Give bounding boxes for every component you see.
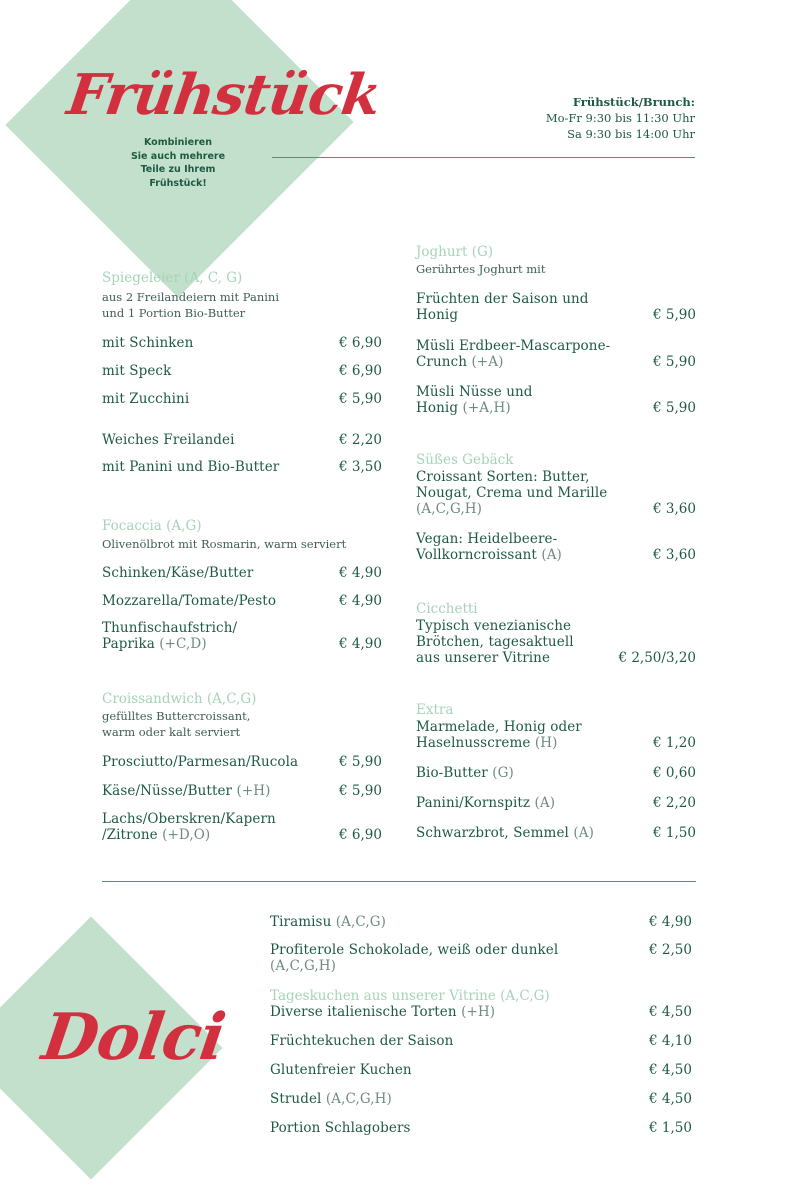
item-price: € 5,90	[339, 391, 382, 407]
menu-item	[416, 291, 696, 323]
menu-item	[102, 363, 382, 379]
item-name-line: Schwarzbrot, Semmel	[416, 825, 569, 841]
section-desc: Olivenölbrot mit Rosmarin, warm serviert	[102, 537, 347, 551]
allergen-codes: (A,C,G)	[335, 914, 386, 930]
item-price: € 5,90	[653, 307, 696, 323]
item-name-line: Crunch	[416, 354, 468, 370]
item-price: € 4,10	[649, 1033, 692, 1049]
item-name	[102, 783, 271, 799]
item-name-line: Früchten der Saison und	[416, 291, 589, 307]
item-name-line: aus unserer Vitrine	[416, 650, 551, 666]
item-name-line: Käse/Nüsse/Butter	[102, 783, 233, 799]
menu-item	[416, 825, 696, 841]
item-name	[416, 719, 582, 751]
item-name-line: Haselnusscreme	[416, 735, 531, 751]
item-name: Prosciutto/Parmesan/Rucola	[102, 754, 299, 770]
allergen-codes: (H)	[534, 735, 558, 751]
item-name: Mozzarella/Tomate/Pesto	[102, 593, 277, 609]
item-name-line: Bio-Butter	[416, 765, 488, 781]
menu-item	[270, 1062, 692, 1078]
menu-column-right	[416, 244, 696, 841]
section-title-gebaeck: Süßes Gebäck	[416, 452, 514, 468]
item-price: € 4,90	[339, 593, 382, 609]
item-price: € 1,20	[653, 735, 696, 751]
item-name: mit Speck	[102, 363, 172, 379]
dolci-title: Dolci	[37, 1000, 230, 1075]
allergen-codes: (A,C,G,H)	[325, 1091, 392, 1107]
section-desc: gefülltes Buttercroissant,	[102, 709, 251, 723]
item-price: € 4,50	[649, 1062, 692, 1078]
section-desc: Gerührtes Joghurt mit	[416, 262, 546, 276]
opening-hours-title: Frühstück/Brunch:	[572, 95, 695, 109]
item-name-line: Nougat, Crema und Marille	[416, 485, 608, 501]
item-price: € 2,20	[653, 795, 696, 811]
item-name-line: Honig	[416, 400, 459, 416]
section-title-joghurt: Joghurt (G)	[416, 244, 494, 260]
item-name-line: Panini/Kornspitz	[416, 795, 531, 811]
tagline	[118, 136, 238, 190]
item-price: € 2,20	[339, 432, 382, 448]
menu-item	[102, 335, 382, 351]
menu-item	[270, 942, 692, 974]
menu-item	[102, 811, 382, 843]
menu-item	[102, 754, 382, 770]
menu-item	[270, 1091, 692, 1107]
item-name	[416, 795, 555, 811]
allergen-codes: (+A)	[471, 354, 504, 370]
menu-item	[416, 719, 696, 751]
menu-item	[270, 1004, 692, 1020]
menu-item	[102, 593, 382, 609]
allergen-codes: (+A,H)	[462, 400, 511, 416]
item-name-line: Profiterole Schokolade, weiß oder dunkel	[270, 942, 559, 958]
item-name-line: Vegan: Heidelbeere-	[416, 531, 558, 547]
item-name	[270, 1004, 495, 1020]
tagline-line: Kombinieren	[143, 137, 213, 148]
opening-hours-line: Mo-Fr 9:30 bis 11:30 Uhr	[545, 111, 695, 125]
menu-item	[102, 783, 382, 799]
menu-item	[416, 338, 696, 370]
item-price: € 6,90	[339, 363, 382, 379]
menu-item	[270, 914, 692, 930]
hours-divider	[272, 157, 695, 158]
item-name-line: Strudel	[270, 1091, 322, 1107]
section-desc: aus 2 Freilandeiern mit Panini	[102, 290, 280, 304]
item-name-line: /Zitrone	[102, 827, 158, 843]
item-price: € 1,50	[653, 825, 696, 841]
item-name: mit Zucchini	[102, 391, 190, 407]
item-name-line: Vollkorncroissant	[416, 547, 537, 563]
allergen-codes: (G)	[492, 765, 514, 781]
item-name-line: Marmelade, Honig oder	[416, 719, 582, 735]
menu-item	[416, 384, 696, 416]
item-name-line: Müsli Nüsse und	[416, 384, 533, 400]
menu-item	[416, 469, 696, 517]
item-name: Portion Schlagobers	[270, 1120, 411, 1136]
section-desc: warm oder kalt serviert	[102, 725, 241, 739]
item-name	[416, 384, 533, 416]
item-price: € 4,90	[339, 565, 382, 581]
item-name-line: Tiramisu	[270, 914, 332, 930]
tagline-line: Sie auch mehrere	[130, 150, 226, 162]
item-name	[102, 620, 237, 652]
item-price: € 4,90	[649, 914, 692, 930]
item-price: € 3,60	[653, 547, 696, 563]
section-title-tageskuchen: Tageskuchen aus unserer Vitrine (A,C,G)	[270, 988, 550, 1004]
section-title-croissandwich: Croissandwich (A,C,G)	[102, 691, 257, 707]
item-name-line: Honig	[416, 307, 459, 323]
item-name	[416, 531, 562, 563]
allergen-codes: (A)	[573, 825, 594, 841]
menu-item	[416, 618, 696, 666]
item-name-line: Müsli Erdbeer-Mascarpone-	[416, 338, 611, 354]
item-price: € 5,90	[653, 400, 696, 416]
page-title: Frühstück	[63, 62, 385, 128]
item-name	[416, 618, 574, 666]
item-price: € 6,90	[339, 335, 382, 351]
item-price: € 5,90	[339, 783, 382, 799]
allergen-codes: (+H)	[236, 783, 271, 799]
menu-column-left	[102, 270, 382, 843]
dolci-list	[270, 914, 692, 1136]
item-name-line: Thunfischaufstrich/	[102, 620, 238, 636]
item-name-line: Lachs/Oberskren/Kapern	[102, 811, 276, 827]
section-title-cicchetti: Cicchetti	[416, 601, 478, 617]
allergen-codes: (A)	[541, 547, 562, 563]
allergen-codes: (A)	[534, 795, 556, 811]
menu-item	[102, 565, 382, 581]
menu-item	[416, 531, 696, 563]
menu-item	[102, 620, 382, 652]
item-name	[416, 338, 610, 370]
item-price: € 6,90	[339, 827, 382, 843]
item-name: Weiches Freilandei	[102, 432, 235, 448]
item-name: Glutenfreier Kuchen	[270, 1062, 412, 1078]
section-title-focaccia: Focaccia (A,G)	[102, 518, 202, 534]
item-price: € 5,90	[653, 354, 696, 370]
allergen-codes: (+D,O)	[162, 827, 211, 843]
item-price: € 2,50/3,20	[618, 650, 696, 666]
item-name: Schinken/Käse/Butter	[102, 565, 254, 581]
item-name	[416, 765, 514, 781]
item-name	[102, 811, 276, 843]
item-name: mit Schinken	[102, 335, 194, 351]
menu-item	[102, 432, 382, 448]
item-price: € 3,60	[653, 501, 696, 517]
item-price: € 0,60	[653, 765, 696, 781]
section-divider	[102, 881, 696, 882]
item-name	[416, 825, 594, 841]
item-name	[416, 291, 589, 323]
menu-item	[416, 765, 696, 781]
section-desc: und 1 Portion Bio-Butter	[102, 306, 246, 320]
item-price: € 1,50	[649, 1120, 692, 1136]
item-name-line: Paprika	[102, 636, 155, 652]
item-name	[416, 469, 607, 517]
item-price: € 5,90	[339, 754, 382, 770]
item-name-line: Croissant Sorten: Butter,	[416, 469, 590, 485]
item-name	[270, 914, 386, 930]
section-title-spiegeleier: Spiegeleier (A, C, G)	[102, 270, 243, 286]
opening-hours-line: Sa 9:30 bis 14:00 Uhr	[567, 127, 695, 141]
allergen-codes: (+C,D)	[159, 636, 207, 652]
item-name: Früchtekuchen der Saison	[270, 1033, 454, 1049]
allergen-codes: (A,C,G,H)	[416, 501, 482, 517]
tagline-line: Frühstück!	[149, 177, 207, 189]
item-name	[270, 1091, 392, 1107]
opening-hours	[546, 94, 695, 142]
item-price: € 4,50	[649, 1004, 692, 1020]
tagline-line: Teile zu Ihrem	[140, 164, 216, 175]
menu-item	[270, 1120, 692, 1136]
menu-item	[270, 1033, 692, 1049]
menu-item	[102, 391, 382, 407]
item-price: € 3,50	[339, 459, 382, 475]
item-name-line: Brötchen, tagesaktuell	[416, 634, 574, 650]
item-name: mit Panini und Bio-Butter	[102, 459, 280, 475]
menu-item	[416, 795, 696, 811]
item-name	[270, 942, 558, 974]
item-name-line: Typisch venezianische	[416, 618, 572, 634]
section-title-extra: Extra	[416, 702, 454, 718]
item-price: € 2,50	[649, 942, 692, 958]
menu-item	[102, 459, 382, 475]
item-price: € 4,90	[339, 636, 382, 652]
item-name-line: Diverse italienische Torten	[270, 1004, 457, 1020]
allergen-codes: (A,C,G,H)	[270, 958, 336, 974]
allergen-codes: (+H)	[461, 1004, 496, 1020]
item-price: € 4,50	[649, 1091, 692, 1107]
